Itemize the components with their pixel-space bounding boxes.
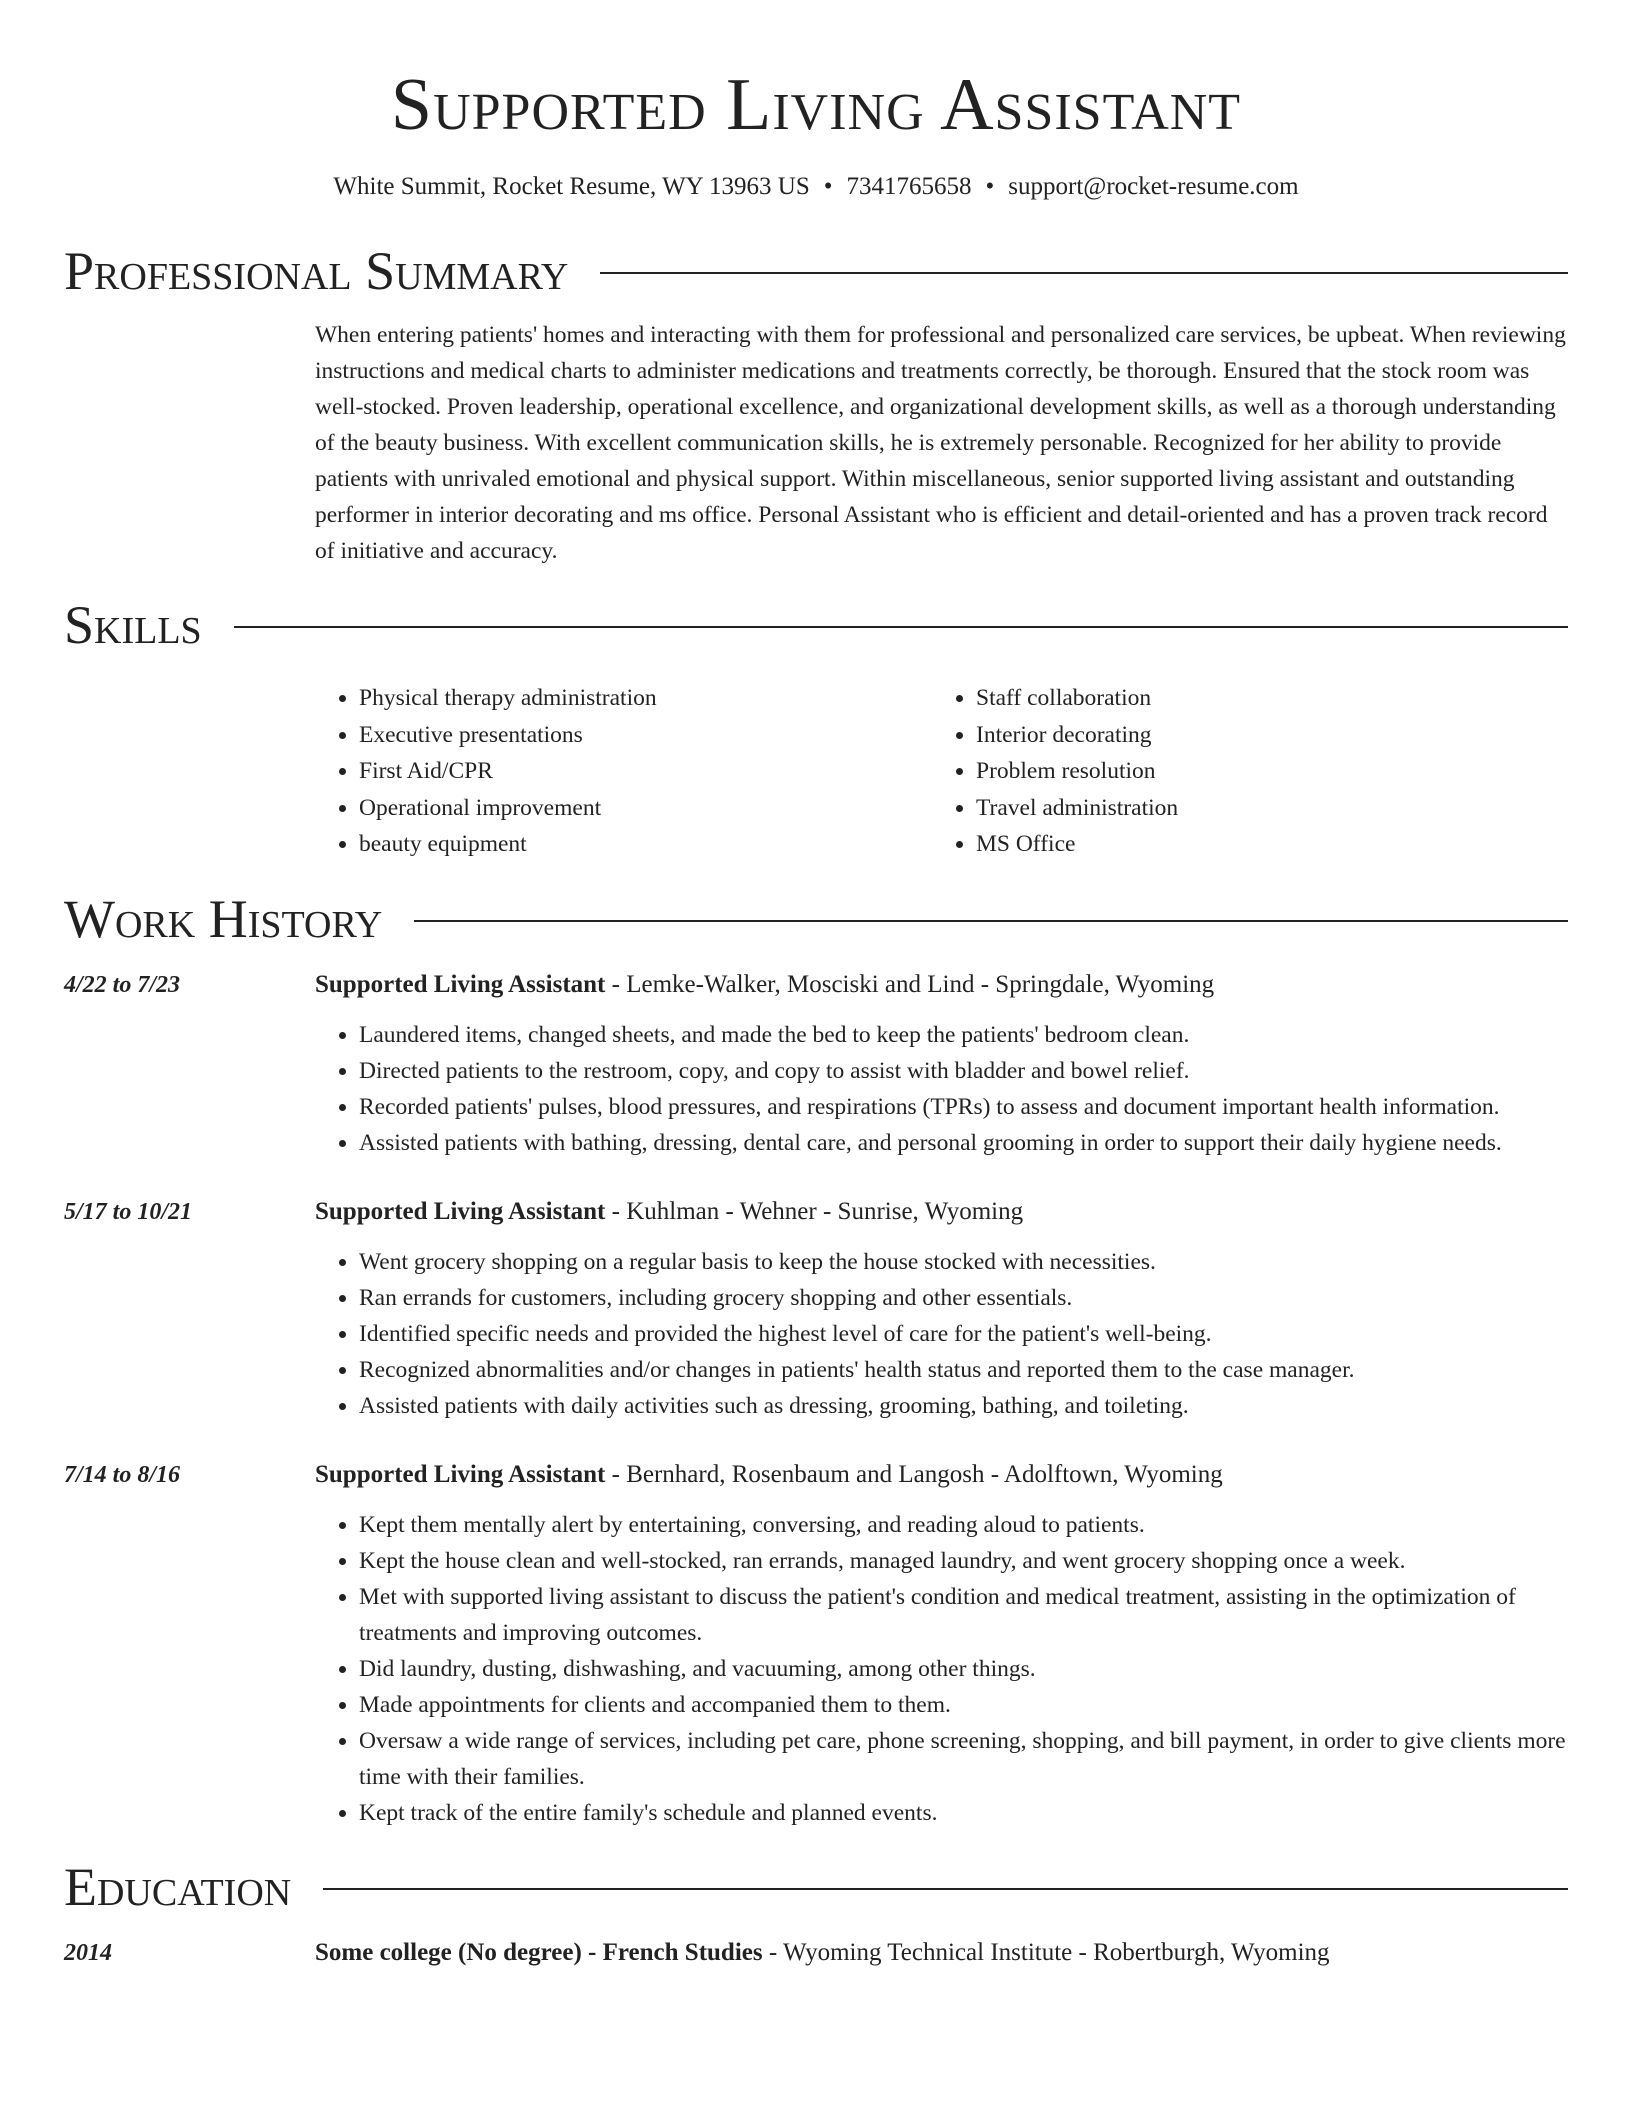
contact-separator: • [985,173,995,200]
job-headline [315,967,1568,1003]
skill-item: • Travel administration [976,790,1549,827]
skills-list [315,680,1568,863]
work-section-title: Work History [64,888,383,949]
job-headline [315,1194,1568,1230]
job-headline [315,1457,1568,1493]
job-bullet: • Recorded patients' pulses, blood pressures, and respirations (TPRs) to assess and document important health information. [359,1089,1568,1125]
work-section-header [64,887,1568,951]
contact-phone[interactable]: 7341765658 [846,173,972,200]
skill-item: • Executive presentations [359,717,932,754]
skills-column-left [315,680,932,863]
candidate-name: Supported Living Assistant [390,64,1242,146]
job-bullet: • Did laundry, dusting, dishwashing, and vacuuming, among other things. [359,1651,1568,1687]
contact-line [64,170,1568,204]
job-role: Supported Living Assistant [315,1460,606,1488]
education-section-header [64,1855,1568,1919]
job-bullet: • Kept track of the entire family's schedule and planned events. [359,1795,1568,1831]
section-divider [234,626,1568,628]
section-divider [323,1888,1568,1890]
section-divider [414,920,1568,922]
skill-item: • First Aid/CPR [359,753,932,790]
job-bullet: • Assisted patients with bathing, dressing, dental care, and personal grooming in order to support their daily hygiene needs. [359,1125,1568,1161]
summary-section-header [64,239,1568,303]
skill-item: • Operational improvement [359,790,932,827]
contact-address: White Summit, Rocket Resume, WY 13963 US [333,173,810,200]
job-bullets [315,1244,1568,1424]
education-entry [64,1935,1568,1971]
job-bullet: • Kept them mentally alert by entertaining, conversing, and reading aloud to patients. [359,1507,1568,1543]
skill-item: • Interior decorating [976,717,1549,754]
resume-page [64,0,1568,1971]
education-section-title: Education [64,1856,292,1917]
skill-item: • Staff collaboration [976,680,1549,717]
job-bullet: • Met with supported living assistant to discuss the patient's condition and medical treatment, assisting in the optimization of treatments and improving outcomes. [359,1579,1568,1651]
skill-item: • Problem resolution [976,753,1549,790]
skills-section-title: Skills [64,595,202,655]
skills-section-header [64,593,1568,657]
job-dates: 5/17 to 10/21 [64,1198,193,1225]
skill-item: • beauty equipment [359,826,932,863]
job-bullet: • Made appointments for clients and accompanied them to them. [359,1687,1568,1723]
contact-separator: • [823,173,833,200]
job-role: Supported Living Assistant [315,1197,606,1225]
job-bullet: • Went grocery shopping on a regular basis to keep the house stocked with necessities. [359,1244,1568,1280]
job-entry [64,1457,1568,1831]
section-divider [600,272,1568,274]
job-dates: 4/22 to 7/23 [64,971,181,998]
job-company: - Kuhlman - Wehner - Sunrise, Wyoming [605,1197,1024,1225]
job-bullet: • Recognized abnormalities and/or changes in patients' health status and reported them to the case manager. [359,1352,1568,1388]
job-bullet: • Oversaw a wide range of services, including pet care, phone screening, shopping, and bill payment, in order to give clients more time with their families. [359,1723,1568,1795]
summary-section-title: Professional Summary [64,241,569,301]
summary-body [315,317,1568,569]
job-company: - Bernhard, Rosenbaum and Langosh - Adolftown, Wyoming [605,1460,1223,1488]
education-school: - Wyoming Technical Institute - Robertburgh, Wyoming [762,1938,1330,1966]
education-year: 2014 [64,1939,112,1966]
job-bullet: • Identified specific needs and provided the highest level of care for the patient's well-being. [359,1316,1568,1352]
summary-text: When entering patients' homes and interacting with them for professional and personalized care services, be upbeat. When reviewing instructions and medical charts to administer medications and treatments correctly, be thorough. Ensured that the stock room was well-stocked. Proven leadership, operational excellence, and organizational development skills, as well as a thorough understanding of the beauty business. With excellent communication skills, he is extremely personable. Recognized for her ability to provide patients with unrivaled emotional and physical support. Within miscellaneous, senior supported living assistant and outstanding performer in interior decorating and ms office. Personal Assistant who is efficient and detail-oriented and has a proven track record of initiative and accuracy. [315,322,1566,564]
job-bullet: • Assisted patients with daily activities such as dressing, grooming, bathing, and toileting. [359,1388,1568,1424]
skill-item: • Physical therapy administration [359,680,932,717]
skill-item: • MS Office [976,826,1549,863]
job-entry [64,1194,1568,1424]
education-degree: Some college (No degree) - French Studies [315,1938,763,1966]
job-bullet: • Ran errands for customers, including grocery shopping and other essentials. [359,1280,1568,1316]
job-entry [64,967,1568,1161]
job-bullet: • Kept the house clean and well-stocked, ran errands, managed laundry, and went grocery shopping once a week. [359,1543,1568,1579]
job-bullets [315,1507,1568,1831]
job-dates: 7/14 to 8/16 [64,1461,181,1488]
education-headline [315,1935,1568,1971]
job-company: - Lemke-Walker, Mosciski and Lind - Springdale, Wyoming [605,970,1215,998]
job-bullet: • Laundered items, changed sheets, and made the bed to keep the patients' bedroom clean. [359,1017,1568,1053]
contact-email[interactable]: support@rocket-resume.com [1008,173,1299,200]
job-role: Supported Living Assistant [315,970,606,998]
job-bullet: • Directed patients to the restroom, copy, and copy to assist with bladder and bowel relief. [359,1053,1568,1089]
skills-column-right [932,680,1549,863]
job-bullets [315,1017,1568,1161]
